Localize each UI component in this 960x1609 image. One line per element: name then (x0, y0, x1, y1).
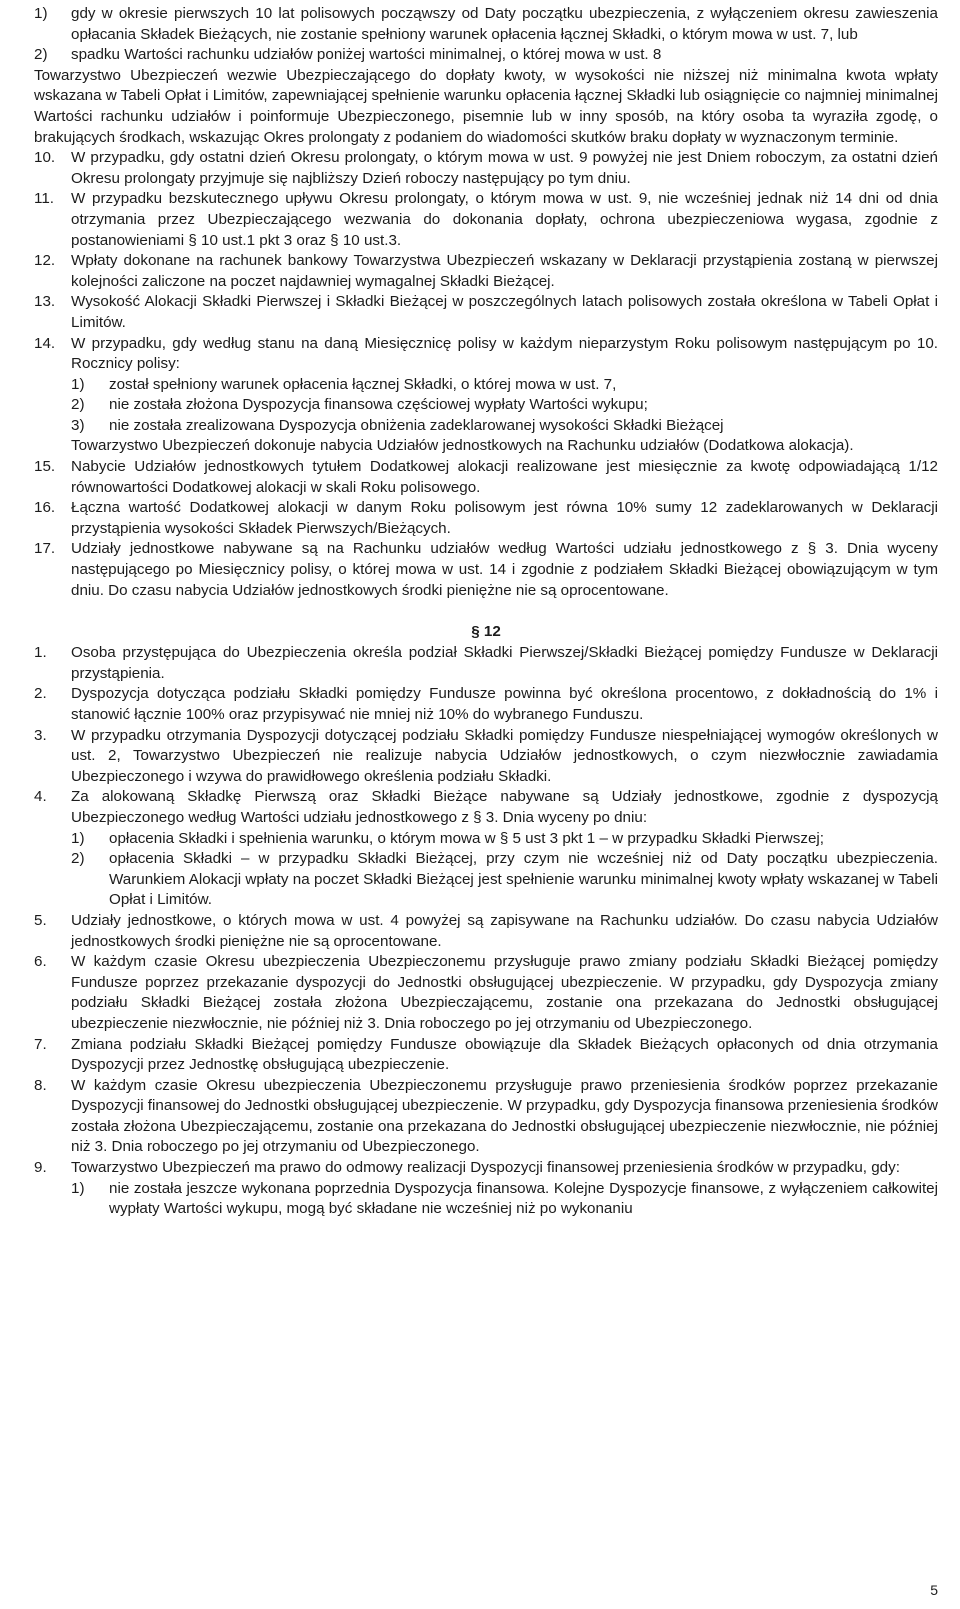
list-item-text: Wpłaty dokonane na rachunek bankowy Towarzystwa Ubezpieczeń wskazany w Deklaracji przystąpienia zostaną w pierwszej kolejności zaliczone na poczet najdawniej wymagalnej Składki Bieżącej. (71, 252, 938, 290)
list-item-text: W przypadku bezskutecznego upływu Okresu prolongaty, o którym mowa w ust. 9, nie wcześniej jednak niż 14 dni od dnia otrzymania przez Ubezpieczającego wezwania do dokonania dopłaty, ochrona ubezpieczeniowa wygasa, zgodnie z postanowieniami § 10 ust.1 pkt 3 oraz § 10 ust.3. (71, 190, 938, 249)
list-item (34, 643, 938, 684)
sub-item-number: 1) (71, 375, 85, 393)
sub-item-text: nie została jeszcze wykonana poprzednia Dyspozycja finansowa. Kolejne Dyspozycje finansowe, z wyłączeniem całkowitej wypłaty Wartości wykupu, mogą być składane nie wcześniej niż po wykonaniu (109, 1179, 938, 1218)
list-item-text: Zmiana podziału Składki Bieżącej pomiędzy Fundusze obowiązuje dla Składek Bieżących opłaconych od dnia otrzymania Dyspozycji przez Jednostkę obsługującą ubezpieczenie. (71, 1035, 938, 1074)
list-item (34, 45, 938, 66)
list-item-text: W każdym czasie Okresu ubezpieczenia Ubezpieczonemu przysługuje prawo przeniesienia środków poprzez przekazanie Dyspozycji finansowej do Jednostki obsługującej ubezpieczenie. W przypadku, gdy Dyspozycja finansowa przeniesienia środków została złożona Ubezpieczającemu, zostanie ona przekazana do Jednostki obsługującej ubezpieczenie niezwłocznie, nie później niż 3. Dnia roboczego po jej otrzymaniu od Ubezpieczonego. (71, 1076, 938, 1156)
list-item (34, 4, 938, 45)
section-title: § 12 (471, 623, 501, 641)
sub-item (71, 849, 938, 911)
sub-item-number: 3) (71, 416, 85, 434)
sub-item (71, 375, 938, 396)
list-item (34, 251, 938, 292)
list-item-number: 14. (34, 334, 56, 352)
list-item-text: Nabycie Udziałów jednostkowych tytułem Dodatkowej alokacji realizowane jest miesięcznie za kwotę odpowiadającą 1/12 równowartości Dodatkowej alokacji w skali Roku polisowego. (71, 458, 938, 496)
list-item-text: Towarzystwo Ubezpieczeń ma prawo do odmowy realizacji Dyspozycji finansowej przeniesienia środków w przypadku, gdy: (71, 1159, 900, 1177)
list-item-text: W przypadku otrzymania Dyspozycji dotyczącej podziału Składki pomiędzy Fundusze niespełniającej wymogów określonych w ust. 2, Towarzystwo Ubezpieczeń nie realizuje nabycia Udziałów jednostkowych, o czym niezwłocznie zawiadamia Ubezpieczonego i wzywa do prawidłowego określenia podziału Składki. (71, 726, 938, 785)
list-item-number: 1. (34, 644, 47, 662)
list-item (34, 189, 938, 251)
list-item (34, 1158, 938, 1220)
list-item (34, 1035, 938, 1076)
list-item-body (71, 334, 938, 458)
list-item-text: Za alokowaną Składkę Pierwszą oraz Składki Bieżące nabywane są Udziały jednostkowe, zgodnie z dyspozycją Ubezpieczonego według Wartości udziału jednostkowego z § 3. Dnia wyceny po dniu: (71, 788, 938, 826)
list-item-number: 10. (34, 149, 56, 167)
sub-item (71, 829, 938, 850)
list-item-text: W przypadku, gdy według stanu na daną Miesięcznicę polisy w każdym nieparzystym Roku polisowym następującym po 10. Rocznicy polisy: (71, 334, 938, 373)
list-item-text: Wysokość Alokacji Składki Pierwszej i Składki Bieżącej w poszczególnych latach polisowych została określona w Tabeli Opłat i Limitów. (71, 293, 938, 331)
list-item-text: W każdym czasie Okresu ubezpieczenia Ubezpieczonemu przysługuje prawo zmiany podziału Składki Bieżącej pomiędzy Fundusze poprzez przekazanie dyspozycji do Jednostki obsługującej ubezpieczenie. W przypadku, gdy Dyspozycja zmiany podziału Składki Bieżącej została złożona Ubezpieczającemu, zostanie ona przekazana do Jednostki obsługującej ubezpieczenie niezwłocznie, nie później niż 3. Dnia roboczego po jej otrzymaniu od Ubezpieczonego. (71, 953, 938, 1032)
list-item-number: 12. (34, 252, 56, 270)
list-item-number: 1) (34, 5, 48, 22)
list-item-body (71, 787, 938, 911)
list-item-text: Udziały jednostkowe, o których mowa w ust. 4 powyżej są zapisywane na Rachunku udziałów. Do czasu nabycia Udziałów jednostkowych środki pieniężne nie są oprocentowane. (71, 911, 938, 950)
list-item (34, 148, 938, 189)
sub-item-text: opłacenia Składki – w przypadku Składki Bieżącej, przy czym nie wcześniej niż od Daty początku ubezpieczenia. Warunkiem Alokacji wpłaty na poczet Składki Bieżącej jest spełnienie warunku minimalnej kwoty wpłaty wskazanej w Tabeli Opłat i Limitów. (109, 850, 938, 909)
sub-item-number: 1) (71, 829, 85, 847)
list-item-text: spadku Wartości rachunku udziałów poniżej wartości minimalnej, o której mowa w ust. 8 (71, 46, 662, 64)
sub-item (71, 395, 938, 416)
sub-item-number: 2) (71, 396, 85, 414)
list-item-text: Udziały jednostkowe nabywane są na Rachunku udziałów według Wartości udziału jednostkowego z § 3. Dnia wyceny następującego po Miesięcznicy polisy, o której mowa w ust. 14 i zgodnie z podziałem Składki Bieżącej obowiązującym w tym dniu. Do czasu nabycia Udziałów jednostkowych środki pieniężne nie są oprocentowane. (71, 540, 938, 599)
paragraph: Towarzystwo Ubezpieczeń wezwie Ubezpieczającego do dopłaty kwoty, w wysokości nie niższej niż minimalna kwota wpłaty wskazana w Tabeli Opłat i Limitów, zapewniającej spełnienie warunku opłacenia łącznej Składki lub osiągnięcie co najmniej minimalnej Wartości rachunku udziałów i poinformuje Ubezpieczonego, pisemnie lub w inny sposób, na który osoba ta wyraziła zgodę, o brakujących środkach, wskazując Okres prolongaty z podaniem do wiadomości skutków braku dopłaty w wyznaczonym terminie. (34, 66, 938, 146)
list-item (34, 952, 938, 1034)
sub-item-text: nie została złożona Dyspozycja finansowa częściowej wypłaty Wartości wykupu; (109, 396, 648, 414)
list-item-number: 9. (34, 1159, 47, 1177)
list-item-text: gdy w okresie pierwszych 10 lat polisowych począwszy od Daty początku ubezpieczenia, z wyłączeniem okresu zawieszenia opłacania Składek Bieżących, nie zostanie spełniony warunek opłacenia łącznej Składki, o którym mowa w ust. 7, lub (71, 5, 938, 43)
list-item (34, 787, 938, 911)
list-item-tail: Towarzystwo Ubezpieczeń dokonuje nabycia Udziałów jednostkowych na Rachunku udziałów (Dodatkowa alokacja). (71, 437, 854, 455)
sub-item (71, 416, 938, 437)
list-item-number: 13. (34, 293, 56, 311)
list-item-number: 3. (34, 726, 47, 744)
list-item (34, 539, 938, 601)
list-item-text: W przypadku, gdy ostatni dzień Okresu prolongaty, o którym mowa w ust. 9 powyżej nie jest Dniem roboczym, za ostatni dzień Okresu prolongaty przyjmuje się najbliższy Dzień roboczy następujący po tym dniu. (71, 149, 938, 187)
sub-item (71, 1179, 938, 1220)
sub-item-text: został spełniony warunek opłacenia łącznej Składki, o której mowa w ust. 7, (109, 375, 617, 393)
list-item-number: 16. (34, 499, 56, 517)
list-item-number: 5. (34, 911, 47, 929)
list-item-text: Dyspozycja dotycząca podziału Składki pomiędzy Fundusze powinna być określona procentowo, z dokładnością do 1% i stanowić łącznie 100% oraz przypisywać nie mniej niż 10% do wybranego Funduszu. (71, 685, 938, 723)
list-item-number: 7. (34, 1035, 47, 1053)
list-item (34, 457, 938, 498)
list-item (34, 334, 938, 458)
list-item (34, 1076, 938, 1158)
list-item (34, 911, 938, 952)
list-item (34, 684, 938, 725)
list-item-number: 2. (34, 685, 47, 703)
sub-item-number: 2) (71, 850, 85, 868)
list-item-number: 6. (34, 953, 47, 971)
list-item-number: 15. (34, 458, 56, 476)
list-item-number: 4. (34, 788, 47, 806)
list-item-number: 17. (34, 540, 56, 558)
list-item-body (71, 1158, 938, 1220)
sub-item-text: opłacenia Składki i spełnienia warunku, o którym mowa w § 5 ust 3 pkt 1 – w przypadku Składki Pierwszej; (109, 829, 824, 847)
list-item (34, 726, 938, 788)
list-item (34, 498, 938, 539)
list-item-text: Łączna wartość Dodatkowej alokacji w danym Roku polisowym jest równa 10% sumy 12 zadeklarowanych w Deklaracji przystąpienia wysokości Składek Pierwszych/Bieżących. (71, 499, 938, 537)
list-item-number: 2) (34, 46, 48, 64)
sub-item-text: nie została zrealizowana Dyspozycja obniżenia zadeklarowanej wysokości Składki Bieżącej (109, 416, 724, 434)
list-item-number: 8. (34, 1076, 47, 1094)
list-item-text: Osoba przystępująca do Ubezpieczenia określa podział Składki Pierwszej/Składki Bieżącej pomiędzy Fundusze w Deklaracji przystąpienia. (71, 644, 938, 682)
sub-item-number: 1) (71, 1179, 85, 1197)
page-number: 5 (930, 1582, 938, 1599)
list-item (34, 292, 938, 333)
list-item-number: 11. (34, 190, 54, 208)
